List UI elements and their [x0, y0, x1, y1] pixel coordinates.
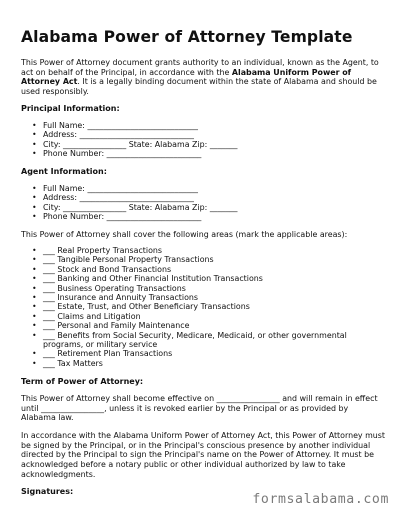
principal-city-zip: • City: ________________ State: Alabama Zip: _______: [21, 140, 237, 149]
intro-text-start: This Power of Attorney document grants authority to an individual, known as the Agent, to act on behalf of the Principal, in accordance with the: [21, 58, 379, 77]
area-item: • ___ Benefits from Social Security, Medicare, Medicaid, or other governmental programs, or military service: [21, 331, 353, 350]
areas-intro: This Power of Attorney shall cover the following areas (mark the applicable areas):: [21, 230, 348, 239]
agent-full-name: • Full Name: ____________________________: [21, 184, 237, 193]
intro-text-end: . It is a legally binding document within the state of Alabama and should be used responsibly.: [21, 77, 377, 97]
principal-full-name: • Full Name: ____________________________: [21, 121, 237, 130]
area-item: • ___ Tangible Personal Property Transactions: [21, 255, 353, 264]
signing-paragraph: In accordance with the Alabama Uniform Power of Attorney Act, this Power of Attorney must be signed by the Principal, or in the Principal's conscious presence by another individual directed by the Principal to sign the Principal's name on the Power of Attorney. It must be acknowledged before a notary public or other individual authorized by law to take acknowledgments.: [21, 431, 385, 479]
area-item: • ___ Business Operating Transactions: [21, 284, 353, 293]
area-item: • ___ Tax Matters: [21, 359, 353, 368]
signatures-heading: Signatures:: [21, 487, 74, 496]
area-item: • ___ Retirement Plan Transactions: [21, 349, 353, 358]
area-item: • ___ Banking and Other Financial Institution Transactions: [21, 274, 353, 283]
area-item: • ___ Insurance and Annuity Transactions: [21, 293, 353, 302]
principal-fields: [21, 121, 237, 159]
area-item: • ___ Stock and Bond Transactions: [21, 265, 353, 274]
document-title: Alabama Power of Attorney Template: [21, 28, 353, 46]
site-watermark: formsalabama.com: [252, 492, 389, 507]
term-paragraph: This Power of Attorney shall become effective on ________________ and will remain in effect until ________________, unless it is revoked earlier by the Principal or as provided by Alabama law.: [21, 394, 378, 423]
areas-list: [21, 246, 353, 368]
agent-phone: • Phone Number: ________________________: [21, 212, 237, 221]
act-name: Alabama Uniform Power of Attorney Act: [21, 67, 352, 87]
area-item: • ___ Real Property Transactions: [21, 246, 353, 255]
term-heading: Term of Power of Attorney:: [21, 377, 144, 386]
agent-address: • Address: _____________________________: [21, 193, 237, 202]
intro-paragraph: [21, 58, 385, 97]
area-item: • ___ Personal and Family Maintenance: [21, 321, 353, 330]
area-item: • ___ Claims and Litigation: [21, 312, 353, 321]
agent-city-zip: • City: ________________ State: Alabama Zip: _______: [21, 203, 237, 212]
principal-address: • Address: _____________________________: [21, 130, 237, 139]
agent-heading: Agent Information:: [21, 167, 107, 176]
agent-fields: [21, 184, 237, 222]
principal-phone: • Phone Number: ________________________: [21, 149, 237, 158]
principal-heading: Principal Information:: [21, 104, 120, 113]
area-item: • ___ Estate, Trust, and Other Beneficiary Transactions: [21, 302, 353, 311]
